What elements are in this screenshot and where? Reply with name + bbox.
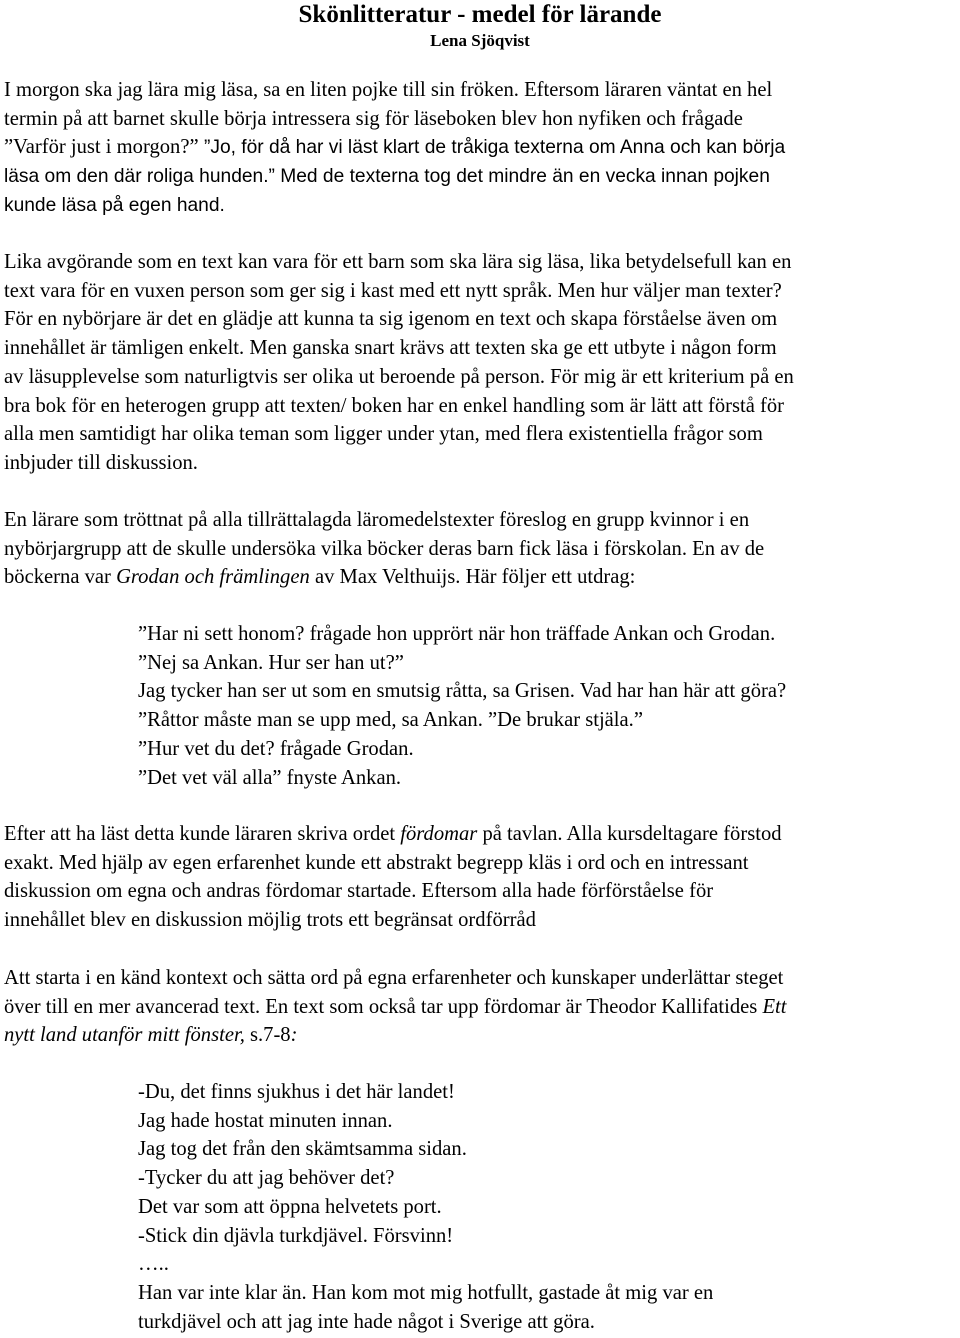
quote-line: ….. — [138, 1253, 169, 1276]
text-span: på tavlan. Alla kursdeltagare förstod — [477, 823, 782, 845]
text-span: : — [290, 1024, 298, 1047]
quote-line: ”Hur vet du det? frågade Grodan. — [138, 737, 414, 760]
text-line — [4, 820, 956, 849]
document-author: Lena Sjöqvist — [430, 31, 530, 50]
quote-line: Jag tycker han ser ut som en smutsig råtta, sa Grisen. Vad har han här att göra? — [138, 680, 787, 703]
text-line: För en nybörjare är det en glädje att kunna ta sig igenom en text och skapa förståelse även om — [4, 308, 778, 331]
text-line — [4, 1021, 956, 1050]
text-line: bra bok för en heterogen grupp att texten/ boken har en enkel handling som är lätt att förstå för — [4, 394, 785, 417]
quote-excerpt-grodan — [138, 620, 786, 792]
quote-line: turkdjävel och att jag inte hade något i Sverige att göra. — [138, 1310, 595, 1333]
text-line: nybörjargrupp att de skulle undersöka vilka böcker deras barn fick läsa i förskolan. En av de — [4, 537, 765, 560]
quote-excerpt-kallifatides — [138, 1078, 713, 1336]
text-line: text vara för en vuxen person som ger sig i kast med ett nytt språk. Men hur väljer man texter? — [4, 279, 782, 302]
text-line — [4, 163, 956, 192]
title-block — [0, 0, 960, 52]
paragraph-intro — [4, 76, 956, 221]
text-span: ”Varför just i morgon?” — [4, 136, 199, 159]
paragraph-prejudice — [4, 820, 956, 935]
text-span-sans: läsa om den där roliga hunden.” — [4, 166, 275, 188]
quote-line: -Du, det finns sjukhus i det här landet! — [138, 1081, 455, 1103]
book-title: Grodan och främlingen — [116, 566, 310, 589]
text-line — [4, 563, 956, 592]
text-span: böckerna var — [4, 566, 117, 589]
text-line: innehållet är tämligen enkelt. Men ganska snart krävs att texten ska ge ett utbyte i någon form — [4, 337, 777, 360]
quote-line: Det var som att öppna helvetets port. — [138, 1195, 442, 1218]
text-line: av läsupplevelse som naturligtvis ser olika ut beroende på person. För mig är ett kriterium på en — [4, 365, 794, 388]
text-span-sans: ”Jo, för då har vi läst klart de tråkiga texterna om Anna och kan börja — [198, 137, 786, 159]
text-line: diskussion om egna och andras fördomar startade. Eftersom alla hade förförståelse för — [4, 880, 714, 903]
text-span: av Max Velthuijs. Här följer ett utdrag: — [309, 566, 636, 589]
paragraph-teacher — [4, 506, 956, 592]
book-title: Ett — [762, 995, 787, 1018]
text-span-sans: Med de texterna tog det mindre än en vecka innan pojken — [274, 166, 770, 188]
paragraph-context — [4, 964, 956, 1050]
emphasized-word: fördomar — [400, 823, 478, 845]
text-line — [4, 993, 956, 1022]
text-span: över till en mer avancerad text. En text som också tar upp fördomar är Theodor Kallifatides — [4, 995, 763, 1018]
quote-line: -Tycker du att jag behöver det? — [138, 1167, 395, 1190]
quote-line: Jag hade hostat minuten innan. — [138, 1109, 393, 1132]
text-line: Lika avgörande som en text kan vara för ett barn som ska lära sig läsa, lika betydelsefull kan en — [4, 251, 792, 273]
text-line: alla men samtidigt har olika teman som ligger under ytan, med flera existentiella frågor som — [4, 423, 763, 446]
quote-line: ”Nej sa Ankan. Hur ser han ut?” — [138, 651, 404, 674]
text-line: innehållet blev en diskussion möjlig trots ett begränsat ordförråd — [4, 909, 536, 932]
quote-line: Han var inte klar än. Han kom mot mig hotfullt, gastade åt mig var en — [138, 1281, 714, 1304]
text-line: inbjuder till diskussion. — [4, 451, 198, 474]
quote-line: Jag tog det från den skämtsamma sidan. — [138, 1138, 467, 1161]
quote-line: -Stick din djävla turkdjävel. Försvinn! — [138, 1224, 454, 1247]
text-line: kunde läsa på egen hand. — [4, 194, 225, 216]
text-line: termin på att barnet skulle börja intressera sig för läseboken blev hon nyfiken och frågade — [4, 107, 743, 130]
quote-line: ”Det vet väl alla” fnyste Ankan. — [138, 766, 402, 789]
text-line: exakt. Med hjälp av egen erfarenhet kunde ett abstrakt begrepp kläs i ord och en intressant — [4, 851, 749, 874]
book-title: nytt land utanför mitt fönster, — [4, 1024, 245, 1047]
text-line: En lärare som tröttnat på alla tillrättalagda läromedelstexter föreslog en grupp kvinnor i en — [4, 509, 750, 531]
document-title: Skönlitteratur - medel för lärande — [298, 1, 662, 28]
text-line: Att starta i en känd kontext och sätta ord på egna erfarenheter och kunskaper underlättar steget — [4, 967, 784, 989]
text-line — [4, 133, 956, 163]
text-span: s.7-8 — [244, 1024, 291, 1047]
quote-line: ”Har ni sett honom? frågade hon upprört när hon träffade Ankan och Grodan. — [138, 623, 776, 645]
text-span: Efter att ha läst detta kunde läraren skriva ordet — [4, 823, 401, 845]
quote-line: ”Råttor måste man se upp med, sa Ankan. ”De brukar stjäla.” — [138, 709, 643, 732]
text-line: I morgon ska jag lära mig läsa, sa en liten pojke till sin fröken. Eftersom läraren väntat en hel — [4, 79, 773, 101]
paragraph-text-choice — [4, 248, 956, 478]
